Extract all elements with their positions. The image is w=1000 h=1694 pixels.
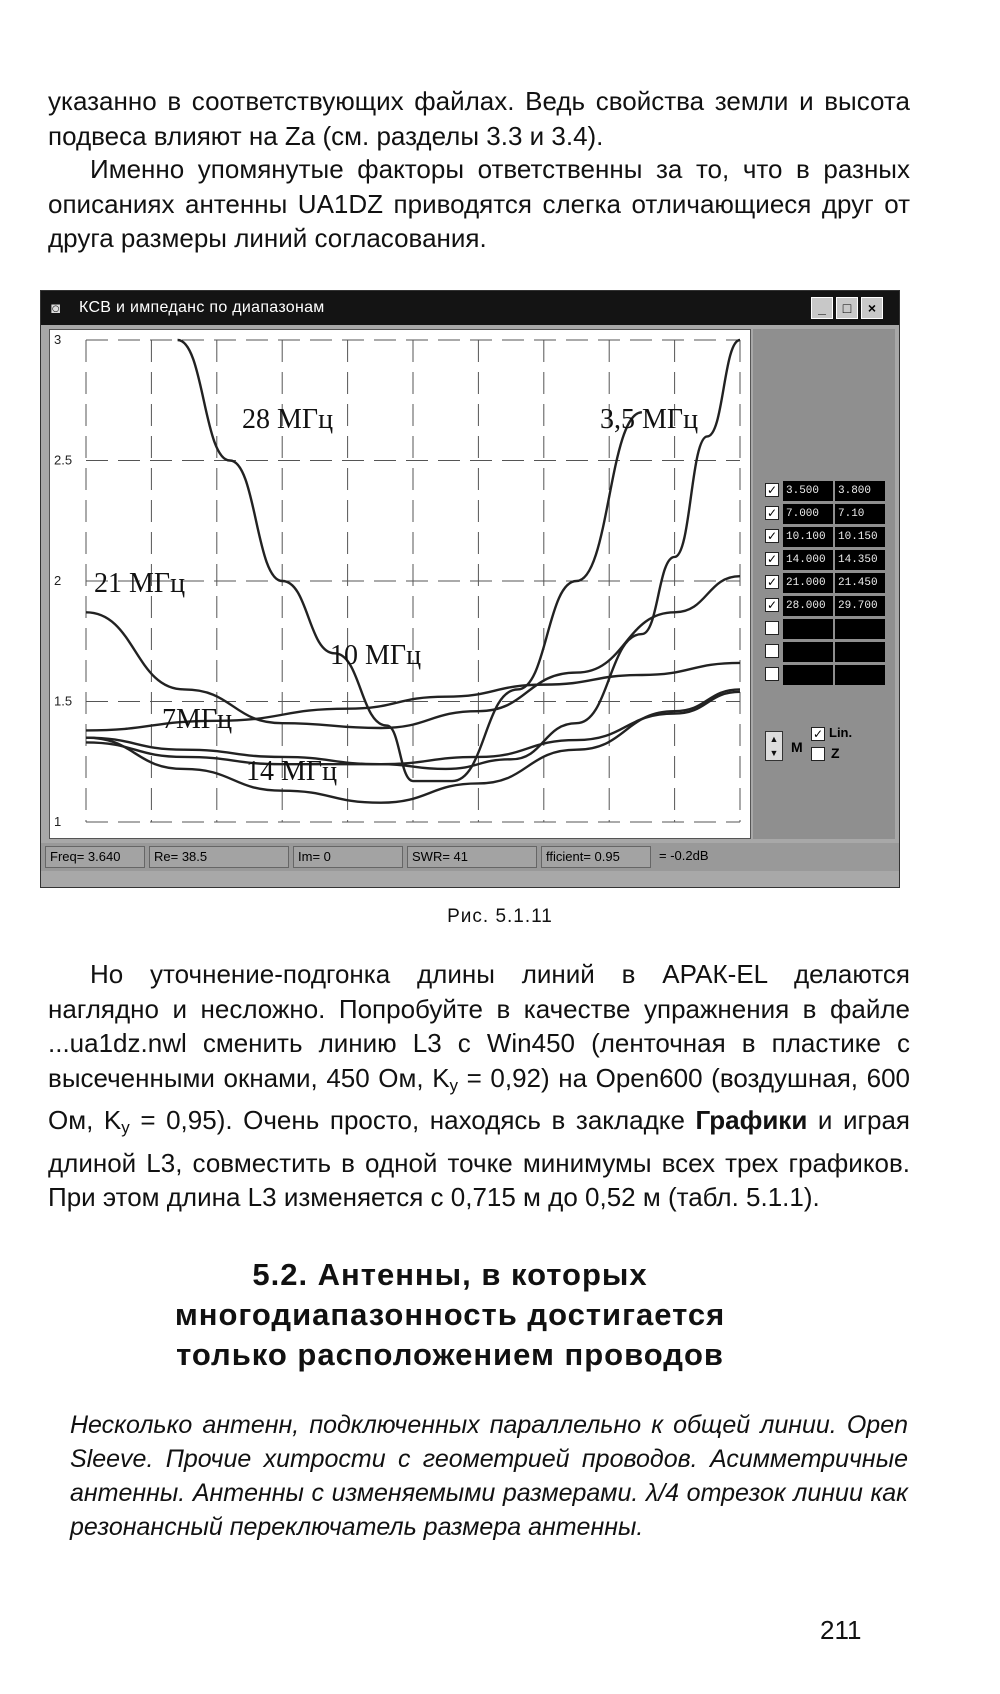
band-checkbox[interactable]: ✓ [766, 575, 778, 589]
band-annotation: 28 МГц [242, 404, 334, 435]
status-swr: SWR= 41 [407, 846, 537, 868]
band-from-field[interactable]: 21.000 [783, 573, 833, 593]
band-to-field[interactable]: 29.700 [835, 596, 885, 616]
app-icon: ◙ [51, 300, 61, 317]
band-to-field[interactable] [835, 619, 885, 639]
z-label: Z [831, 745, 840, 761]
band-annotation: 14 МГц [246, 756, 338, 787]
band-from-field[interactable]: 7.000 [783, 504, 833, 524]
p3-sub-2: у [121, 1118, 130, 1137]
y-tick-label: 3 [54, 332, 62, 347]
lin-label: Lin. [829, 725, 853, 740]
band-to-field[interactable]: 3.800 [835, 481, 885, 501]
heading-line-1: 5.2. Антенны, в которых [252, 1257, 648, 1292]
band-to-field[interactable]: 14.350 [835, 550, 885, 570]
band-checkbox[interactable] [765, 667, 779, 681]
status-coefficient: fficient= 0.95 [541, 846, 651, 868]
swr-window [40, 290, 900, 888]
title-bar[interactable] [41, 291, 899, 325]
band-from-field[interactable]: 10.100 [783, 527, 833, 547]
band-to-field[interactable]: 7.10 [835, 504, 885, 524]
band-annotation: 3,5 МГц [600, 404, 699, 435]
y-tick-label: 2 [54, 573, 62, 588]
band-to-field[interactable] [835, 665, 885, 685]
band-checkbox[interactable]: ✓ [766, 529, 778, 543]
y-tick-label: 1.5 [54, 693, 73, 709]
minimize-button[interactable]: _ [811, 297, 833, 319]
paragraph-factors: Именно упомянутые факторы ответственны за то, что в разных описаниях антенны UA1DZ приводятся слегка отличающиеся друг от друга размеры линий согласования. [48, 154, 910, 253]
heading-line-3: только расположением проводов [176, 1337, 724, 1372]
z-checkbox[interactable] [811, 747, 825, 761]
p3-part-b: = 0,92) на Open600 (воздушная, 600 Ом, K [48, 1062, 910, 1135]
status-im: Im= 0 [293, 846, 403, 868]
y-tick-label: 1 [54, 814, 62, 829]
band-from-field[interactable]: 14.000 [783, 550, 833, 570]
m-label: M [791, 739, 803, 755]
section-heading [60, 1255, 840, 1375]
p3-part-c: = 0,95). Очень просто, находясь в закладке [129, 1105, 696, 1135]
paragraph-tuning [48, 957, 910, 1215]
band-checkbox[interactable] [765, 644, 779, 658]
swr-plot [49, 329, 751, 839]
band-checkbox[interactable] [765, 621, 779, 635]
band-checkbox[interactable]: ✓ [766, 506, 778, 520]
page-number: 211 [820, 1615, 862, 1645]
band-from-field[interactable]: 28.000 [783, 596, 833, 616]
status-loss: = -0.2dB [659, 848, 709, 863]
band-annotation: 10 МГц [330, 640, 422, 671]
section-abstract: Несколько антенн, подключенных параллельно к общей линии. Open Sleeve. Прочие хитрости с геометрией проводов. Асимметричные антенны. Антенны с изменяемыми размерами. λ/4 отрезок линии как резонансный переключатель размера антенны. [70, 1411, 908, 1541]
status-freq: Freq= 3.640 [45, 846, 145, 868]
p3-sub-1: у [449, 1075, 459, 1095]
close-button[interactable]: × [861, 297, 883, 319]
paragraph-intro: указанно в соответствующих файлах. Ведь свойства земли и высота подвеса влияют на Za (см. разделы 3.3 и 3.4). [48, 86, 910, 151]
band-from-field[interactable] [783, 665, 833, 685]
band-from-field[interactable] [783, 619, 833, 639]
band-to-field[interactable]: 10.150 [835, 527, 885, 547]
band-annotation: 7МГц [162, 704, 233, 735]
band-checkbox[interactable]: ✓ [766, 552, 778, 566]
figure-caption: Рис. 5.1.11 [447, 906, 553, 927]
band-to-field[interactable] [835, 642, 885, 662]
band-from-field[interactable]: 3.500 [783, 481, 833, 501]
band-from-field[interactable] [783, 642, 833, 662]
band-to-field[interactable]: 21.450 [835, 573, 885, 593]
lin-checkbox[interactable]: ✓ [812, 727, 824, 741]
band-checkbox[interactable]: ✓ [766, 483, 778, 497]
p3-part-a: Но уточнение-подгонка длины линий в АРАК-EL делаются наглядно и несложно. Попробуйте в качестве упражнения в файле ...ua1dz.nwl сменить линию L3 с Win450 (ленточная в пластике с высеченными окнами, 450 Ом, K [48, 959, 910, 1093]
status-bar [41, 843, 899, 871]
zoom-spinner[interactable]: ▲ ▼ [765, 731, 783, 761]
y-tick-label: 2.5 [54, 452, 73, 468]
window-title: КСВ и импеданс по диапазонам [79, 299, 325, 316]
band-checkbox[interactable]: ✓ [766, 598, 778, 612]
maximize-button[interactable]: □ [836, 297, 858, 319]
p3-part-d: и играя длиной L3, совместить в одной точке минимумы всех трех графиков. При этом длина L3 изменяется с 0,715 м до 0,52 м (табл. 5.1.1). [48, 1105, 910, 1212]
p3-bold-tab: Графики [695, 1105, 808, 1135]
band-panel [753, 329, 895, 839]
swr-chart [50, 330, 750, 838]
band-annotation: 21 МГц [94, 568, 186, 599]
heading-line-2: многодиапазонность достигается [174, 1297, 726, 1332]
status-re: Re= 38.5 [149, 846, 289, 868]
